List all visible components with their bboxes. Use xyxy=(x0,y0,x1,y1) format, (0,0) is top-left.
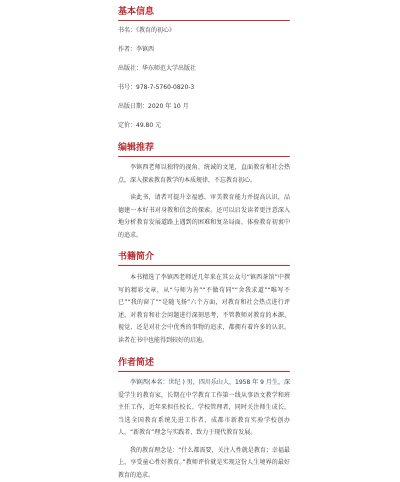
info-label: 出版社： xyxy=(118,65,142,72)
basic-info-divider xyxy=(118,20,290,21)
basic-info-section xyxy=(0,6,400,141)
author-title: 作者简述 xyxy=(118,357,400,369)
info-value: 49.80 元 xyxy=(136,122,161,129)
info-label: 出版日期： xyxy=(118,103,148,110)
info-label: 作者： xyxy=(118,46,136,53)
info-row-isbn xyxy=(118,84,400,103)
info-label: 定价： xyxy=(118,122,136,129)
author-divider xyxy=(118,371,290,372)
info-row-publisher xyxy=(118,65,400,84)
info-value: 李镇西 xyxy=(136,46,154,53)
book-intro-title: 书籍简介 xyxy=(118,251,400,263)
info-value: 华东师范大学出版社 xyxy=(142,65,196,72)
info-label: 书名： xyxy=(118,27,136,34)
editor-recommendation-title: 编辑推荐 xyxy=(118,142,400,154)
basic-info-list xyxy=(118,27,400,141)
info-value: 2020 年 10 月 xyxy=(148,103,189,110)
author-paragraph: 我的教育理念是：“什么都需要，关注人性就是教育；幸福最上，享受童心性好教育。”教师评价就是实现这份人生境界的最好教育的追求。 xyxy=(118,445,290,482)
book-intro-divider xyxy=(118,265,290,266)
info-label: 书号： xyxy=(118,84,136,91)
info-row-price xyxy=(118,122,400,141)
info-row-book-title xyxy=(118,27,400,46)
editor-recommendation-divider xyxy=(118,156,290,157)
recommendation-paragraph: 李镇西老师以独特的视角、统诚的文笔，直面教育和社会热点，深入探索教育教学的本质规律，不忘教育初心。 xyxy=(118,162,290,187)
info-row-publish-date xyxy=(118,103,400,122)
info-row-author xyxy=(118,46,400,65)
info-value: 978-7-5760-0820-3 xyxy=(136,84,194,91)
author-section xyxy=(0,357,400,482)
recommendation-paragraph: 读此书，请者可提升幸福感、审美教育能力并提高认识，品德建一本好书对身教和信念的探索。还可以启发读者更注意深入地分析教育发展道路上遇到的困难和复杂局面，体验教育初衷中的追求。 xyxy=(118,192,290,242)
info-value: 《教育的初心》 xyxy=(136,27,175,34)
basic-info-title: 基本信息 xyxy=(118,6,400,18)
book-intro-section xyxy=(0,251,400,347)
intro-paragraph: 本书精选了李镇西老师近几年来在其公众号“镇西茶馆”中撰写的精彩文章，从“与师为善”“不做苟同”“舍我求道”“唯写不已”“我的窗了”“是随飞扬”六个方面，对教育和社会热点进行评述。对教育和社会问题进行深刻思考，不管教师对教育的本源、视觉、还是对社会中优秀的事物的追求，都拥有着许多的认识。读者在书中也能得到较好的启迪。 xyxy=(118,272,290,347)
editor-recommendation-section xyxy=(0,142,400,242)
author-paragraph: 李镇西(本名：世纪 ) 男，四川乐山人，1958 年 9 月生，深爱学生的教育家，长期在中学教育工作第一线从事语文教学和班主任工作，近年来担任校长、学校管理者，同时关注师生成长，当选全国教育系统先进工作者，成都市新教育实验学校创办人，“新教育”理念与实践者，致力于现代教育发展。 xyxy=(118,377,290,440)
